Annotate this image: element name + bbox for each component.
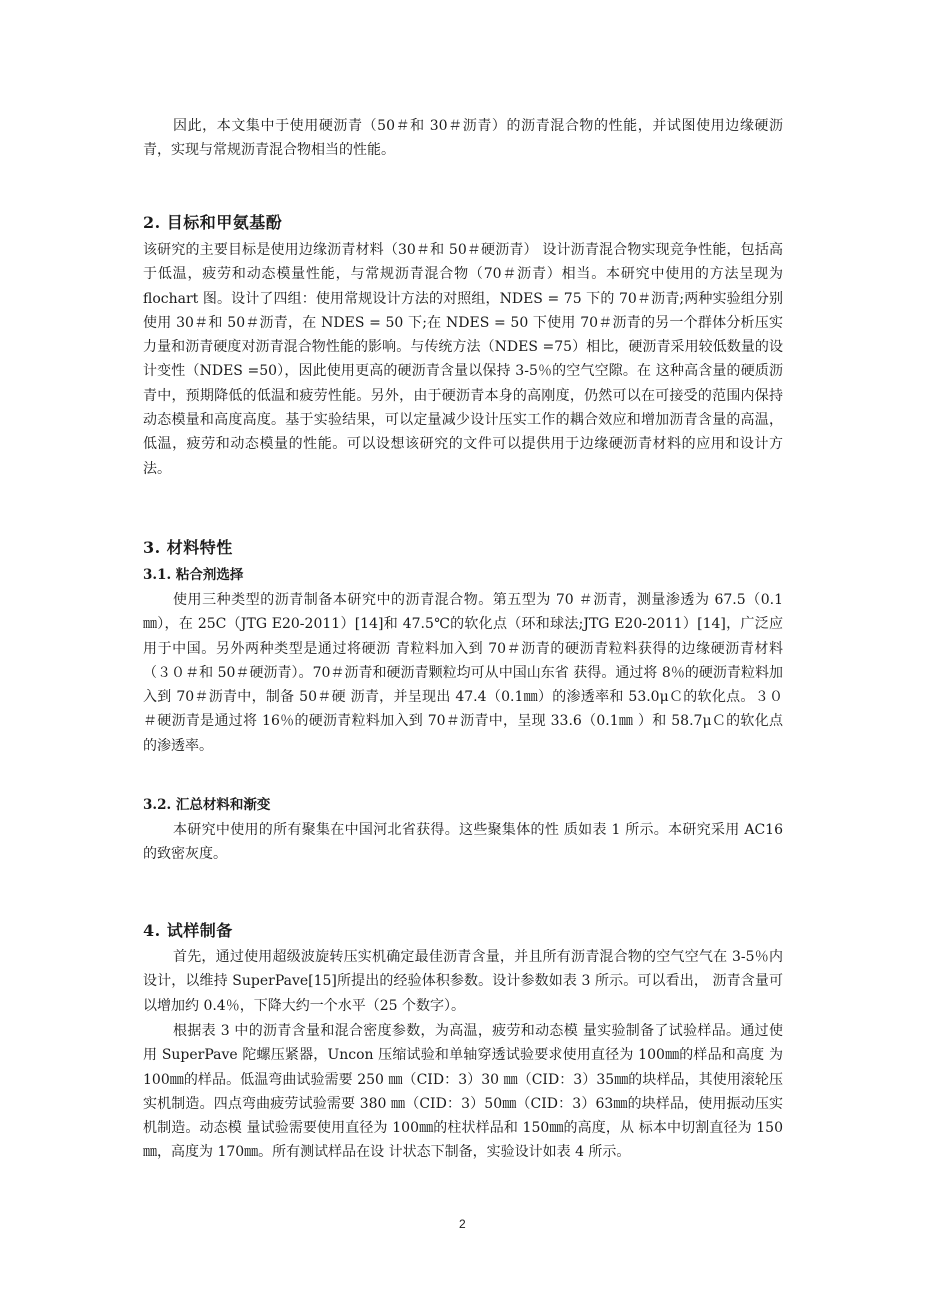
section-3-2-body: 本研究中使用的所有聚集在中国河北省获得。这些聚集体的性 质如表 1 所示。本研究采用 AC16 的致密灰度。 xyxy=(143,822,783,863)
section-2-heading: 2. 目标和甲氨基酚 xyxy=(143,213,283,232)
section-3-heading: 3. 材料特性 xyxy=(143,538,233,557)
section-4-para-2: 根据表 3 中的沥青含量和混合密度参数，为高温，疲劳和动态模 量实验制备了试验样品。通过使用 SuperPave 陀螺压紧器，Uncon 压缩试验和单轴穿透试验要求使用直径为 100㎜的样品和高度 为 100㎜的样品。低温弯曲试验需要 250 ㎜（CID：3）30 ㎜（CID：3）35㎜的块样品，其使用滚轮压实机制造。四点弯曲疲劳试验需要 380 ㎜（CID：3）50㎜（CID：3）63㎜的块样品，使用振动压实机制造。动态模 量试验需要使用直径为 100㎜的柱状样品和 150㎜的高度，从 标本中切割直径为 150㎜，高度为 170㎜。所有测试样品在设 计状态下制备，实验设计如表 4 所示。 xyxy=(143,1023,783,1161)
section-3-1-heading: 3.1. 粘合剂选择 xyxy=(143,567,244,583)
section-3-1-body: 使用三种类型的沥青制备本研究中的沥青混合物。第五型为 70 ＃沥青，测量渗透为 67.5（0.1 ㎜），在 25C（JTG E20-2011）[14]和 47.5℃的软化点（环和球法;JTG E20-2011）[14]，广泛应用于中国。另外两种类型是通过将硬沥 青粒料加入到 70＃沥青的硬沥青粒料获得的边缘硬沥青材料（３０＃和 50＃硬沥青）。70＃沥青和硬沥青颗粒均可从中国山东省 获得。通过将 8％的硬沥青粒料加入到 70＃沥青中，制备 50＃硬 沥青，并呈现出 47.4（0.1㎜）的渗透率和 53.0μＣ的软化点。３０＃硬沥青是通过将 16％的硬沥青粒料加入到 70＃沥青中，呈现 33.6（0.1㎜ ）和 58.7μＣ的软化点的渗透率。 xyxy=(143,592,783,754)
section-4-heading: 4. 试样制备 xyxy=(143,921,233,940)
page-number: 2 xyxy=(459,1217,466,1231)
intro-paragraph: 因此，本文集中于使用硬沥青（50＃和 30＃沥青）的沥青混合物的性能，并试图使用边缘硬沥青，实现与常规沥青混合物相当的性能。 xyxy=(143,118,783,159)
section-4-para-1: 首先，通过使用超级波旋转压实机确定最佳沥青含量，并且所有沥青混合物的空气空气在 3-5％内设计，以维持 SuperPave[15]所提出的经验体积参数。设计参数如表 3 所示。可以看出， 沥青含量可以增加约 0.4％，下降大约一个水平（25 个数字）。 xyxy=(143,949,783,1014)
section-3-2-heading: 3.2. 汇总材料和渐变 xyxy=(143,797,271,813)
section-2-body: 该研究的主要目标是使用边缘沥青材料（30＃和 50＃硬沥青） 设计沥青混合物实现竞争性能，包括高于低温，疲劳和动态模量性能，与常规沥青混合物（70＃沥青）相当。本研究中使用的方法呈现为 flochart 图。设计了四组：使用常规设计方法的对照组，NDES = 75 下的 70＃沥青;两种实验组分别使用 30＃和 50＃沥青，在 NDES = 50 下;在 NDES = 50 下使用 70＃沥青的另一个群体分析压实力量和沥青硬度对沥青混合物性能的影响。与传统方法（NDES =75）相比，硬沥青采用较低数量的设计变性（NDES =50），因此使用更高的硬沥青含量以保持 3-5％的空气空隙。在 这种高含量的硬质沥青中，预期降低的低温和疲劳性能。另外，由于硬沥青本身的高刚度，仍然可以在可接受的范围内保持 动态模量和高度高度。基于实验结果，可以定量减少设计压实工作的耦合效应和增加沥青含量的高温，低温，疲劳和动态模量的性能。可以设想该研究的文件可以提供用于边缘硬沥青材料的应用和设计方法。 xyxy=(143,242,783,477)
